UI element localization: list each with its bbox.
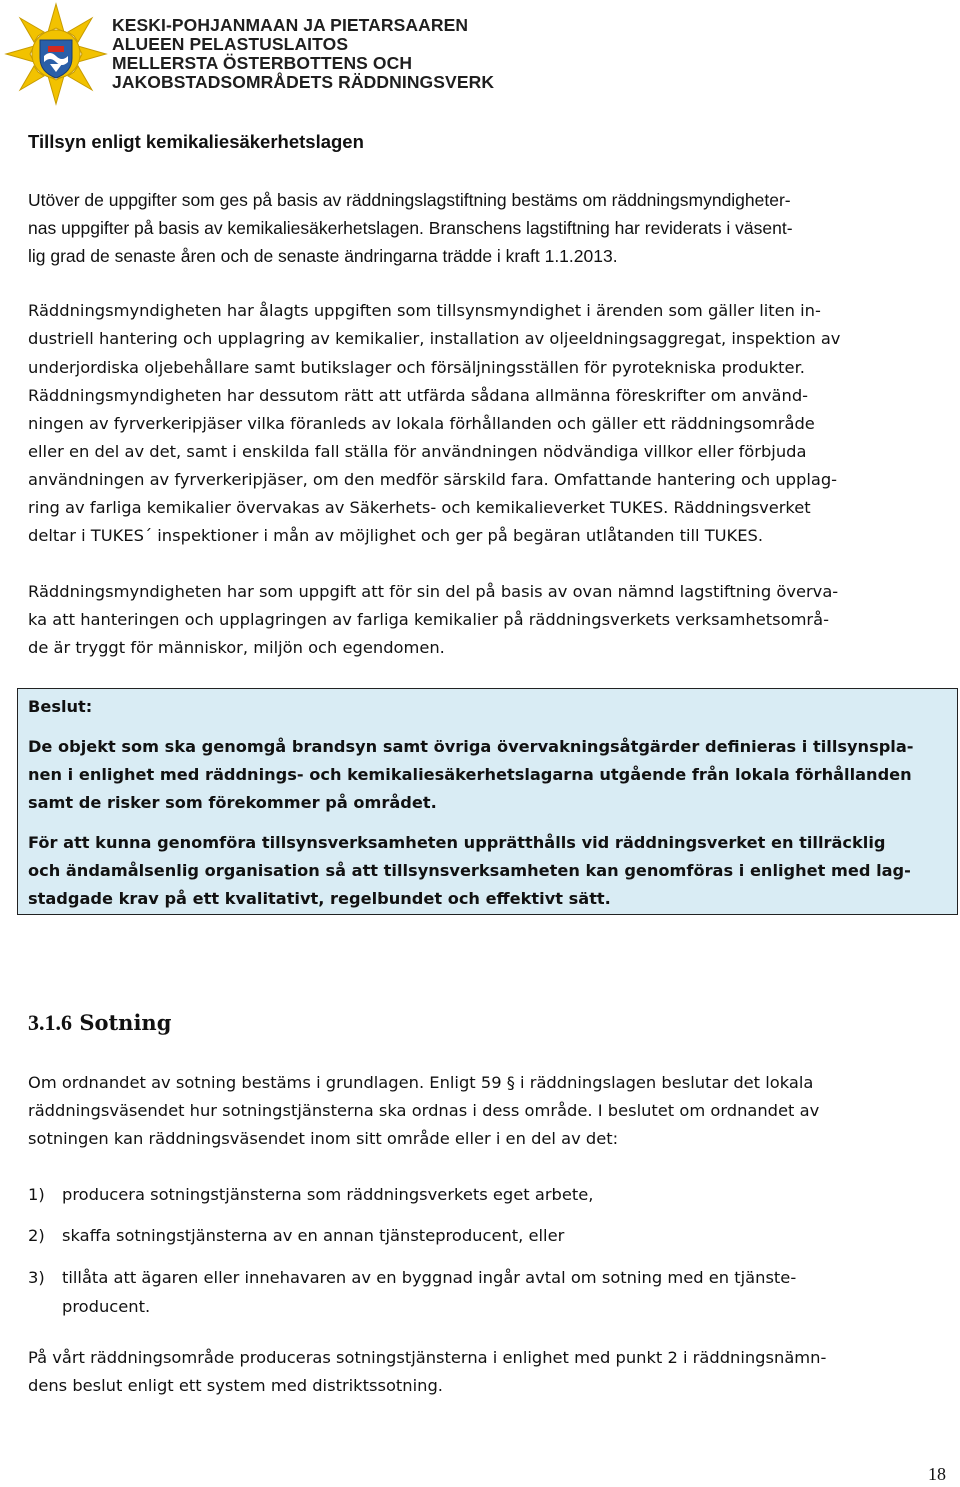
intro-line: Utöver de uppgifter som ges på basis av räddningslagstiftning bestäms om räddningsmyndigheter- — [28, 190, 791, 210]
list-item — [28, 1181, 940, 1210]
section-number: 3.1.6 — [28, 1010, 72, 1035]
list-item — [28, 1222, 940, 1251]
list-text: tillåta att ägaren eller innehavaren av en byggnad ingår avtal om sotning med en tjänste- — [62, 1268, 797, 1287]
paragraph-line: Om ordnandet av sotning bestäms i grundlagen. Enligt 59 § i räddningslagen beslutar det lokala — [28, 1073, 814, 1092]
decision-label: Beslut: — [28, 697, 93, 716]
paragraph-line: dustriell hantering och upplagring av kemikalier, installation av oljeeldningsaggregat, inspektion av — [28, 329, 841, 348]
letterhead — [0, 0, 960, 110]
paragraph-line: Räddningsmyndigheten har ålagts uppgiften som tillsynsmyndighet i ärenden som gäller liten in- — [28, 301, 821, 320]
paragraph-line: deltar i TUKES´ inspektioner i mån av möjlighet och ger på begäran utlåtanden till TUKES. — [28, 526, 764, 545]
org-line: ALUEEN PELASTUSLAITOS — [112, 34, 349, 54]
decision-line: samt de risker som förekommer på området. — [28, 793, 437, 812]
paragraph-line: sotningen kan räddningsväsendet inom sitt område eller i en del av det: — [28, 1129, 619, 1148]
paragraph-line: Räddningsmyndigheten har dessutom rätt att utfärda sådana allmänna föreskrifter om använd- — [28, 386, 809, 405]
list-text: producent. — [62, 1296, 151, 1316]
paragraph-line: ningen av fyrverkeripjäser vilka föranleds av lokala förhållanden och gäller ett räddningsområde — [28, 414, 815, 433]
list-number: 2) — [28, 1226, 45, 1245]
decision-line: De objekt som ska genomgå brandsyn samt övriga övervakningsåtgärder definieras i tillsynspla- — [28, 737, 914, 756]
paragraph-line: de är tryggt för människor, miljön och egendomen. — [28, 638, 445, 657]
list-number: 1) — [28, 1185, 45, 1204]
paragraph-line: Räddningsmyndigheten har som uppgift att för sin del på basis av ovan nämnd lagstiftning överva- — [28, 582, 839, 601]
paragraph-line: ring av farliga kemikalier övervakas av Säkerhets- och kemikalieverket TUKES. Räddningsverket — [28, 498, 811, 517]
paragraph-line: underjordiska oljebehållare samt butikslager och försäljningsställen för pyrotekniska produkter. — [28, 358, 805, 377]
section-title: Sotning — [79, 1010, 172, 1035]
decision-line: nen i enlighet med räddnings- och kemikaliesäkerhetslagarna utgående från lokala förhållanden — [28, 765, 912, 784]
paragraph-line: räddningsväsendet hur sotningstjänsterna ska ordnas i dess område. I beslutet om ordnandet av — [28, 1101, 820, 1120]
list-text: skaffa sotningstjänsterna av en annan tjänsteproducent, eller — [62, 1226, 565, 1245]
org-line: KESKI-POHJANMAAN JA PIETARSAAREN — [112, 15, 469, 35]
paragraph-line: användningen av fyrverkeripjäser, om den medför särskild fara. Omfattande hantering och upplag- — [28, 470, 838, 489]
list-item — [28, 1264, 940, 1321]
organization-name — [112, 16, 494, 92]
paragraph-line: ka att hanteringen och upplagringen av farliga kemikalier på räddningsverkets verksamhetsområ- — [28, 610, 829, 629]
decision-box — [17, 688, 958, 915]
rescue-star-emblem-icon — [4, 2, 108, 106]
paragraph-line: dens beslut enligt ett system med distriktssotning. — [28, 1376, 443, 1395]
org-line: MELLERSTA ÖSTERBOTTENS OCH — [112, 53, 413, 73]
intro-line: lig grad de senaste åren och de senaste ändringarna trädde i kraft 1.1.2013. — [28, 246, 618, 266]
decision-line: stadgade krav på ett kvalitativt, regelbundet och effektivt sätt. — [28, 889, 611, 908]
decision-line: och ändamålsenlig organisation så att tillsynsverksamheten kan genomföras i enlighet med lag- — [28, 861, 911, 880]
page-number: 18 — [928, 1464, 946, 1484]
paragraph-line: På vårt räddningsområde produceras sotningstjänsterna i enlighet med punkt 2 i räddningsnämn- — [28, 1348, 827, 1367]
decision-line: För att kunna genomföra tillsynsverksamheten upprätthålls vid räddningsverket en tillräcklig — [28, 833, 886, 852]
paragraph-line: eller en del av det, samt i enskilda fall ställa för användningen nödvändiga villkor eller förbjuda — [28, 442, 807, 461]
org-line: JAKOBSTADSOMRÅDETS RÄDDNINGSVERK — [112, 72, 495, 92]
intro-line: nas uppgifter på basis av kemikaliesäkerhetslagen. Branschens lagstiftning har reviderats i väsent- — [28, 218, 793, 238]
section-heading — [28, 1010, 171, 1036]
list-text: producera sotningstjänsterna som räddningsverkets eget arbete, — [62, 1185, 594, 1204]
heading: Tillsyn enligt kemikaliesäkerhetslagen — [28, 131, 364, 152]
list-number: 3) — [28, 1268, 45, 1287]
